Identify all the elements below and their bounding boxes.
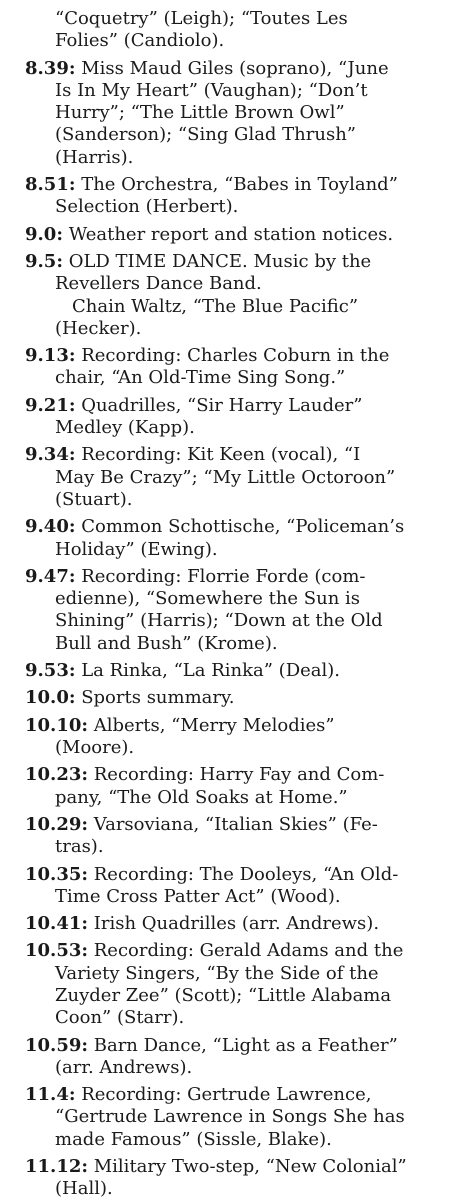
entry-time: 11.12:: [25, 1156, 89, 1178]
entry-title: Irish Quadrilles (arr. Andrews).: [88, 913, 380, 935]
programme-entry: [0, 516, 450, 561]
entry-line: Revellers Dance Band.: [55, 273, 262, 295]
entry-title: Common Schottische, “Policeman’s: [75, 516, 405, 538]
programme-entry: [0, 1156, 450, 1201]
entry-first-line: [0, 58, 450, 80]
programme-entry: [0, 224, 450, 246]
programme-entry: [0, 715, 450, 760]
entry-first-line: [0, 174, 450, 196]
entry-title: Barn Dance, “Light as a Feather”: [88, 1034, 398, 1056]
programme-entry: [0, 345, 450, 390]
entry-first-line: [0, 764, 450, 786]
programme-entry: [0, 8, 450, 53]
entry-line: Variety Singers, “By the Side of the: [55, 962, 379, 984]
entry-time: 10.29:: [25, 813, 89, 835]
entry-line: (Hall).: [55, 1178, 113, 1200]
entry-first-line: [0, 516, 450, 538]
entry-line: Holiday” (Ewing).: [55, 538, 218, 560]
entry-line: (Hecker).: [55, 317, 142, 339]
entry-first-line: [0, 660, 450, 682]
programme-entry: [0, 1084, 450, 1151]
entry-time: 11.4:: [25, 1084, 76, 1106]
programme-entry: [0, 444, 450, 511]
entry-title: Recording: Harry Fay and Com-: [88, 764, 385, 786]
entry-title: Recording: Kit Keen (vocal), “I: [75, 444, 361, 466]
entry-first-line: [0, 345, 450, 367]
entry-time: 10.23:: [25, 764, 89, 786]
entry-time: 9.21:: [25, 394, 76, 416]
entry-title: OLD TIME DANCE. Music by the: [62, 251, 372, 272]
entry-time: 9.5:: [25, 251, 63, 272]
programme-entry: [0, 1035, 450, 1080]
entry-time: 9.47:: [25, 565, 76, 587]
entry-line: Selection (Herbert).: [55, 196, 239, 218]
entry-time: 9.0:: [25, 223, 63, 245]
entry-first-line: [0, 1156, 450, 1178]
entry-title: Recording: Florrie Forde (com-: [75, 565, 366, 587]
entry-title: Recording: Charles Coburn in the: [75, 345, 390, 367]
entry-title: Military Two-step, “New Colonial”: [88, 1156, 407, 1178]
entry-line: (Stuart).: [55, 488, 133, 510]
entry-line: Shining” (Harris); “Down at the Old: [55, 610, 383, 632]
entry-title: Recording: Gertrude Lawrence,: [75, 1084, 372, 1106]
programme-entry: [0, 814, 450, 859]
entry-time: 10.0:: [25, 687, 76, 709]
entry-title: La Rinka, “La Rinka” (Deal).: [75, 660, 341, 682]
programme-entry: [0, 913, 450, 935]
entry-title: Quadrilles, “Sir Harry Lauder”: [75, 394, 363, 416]
entry-line: chair, “An Old-Time Sing Song.”: [55, 367, 346, 389]
entry-first-line: [0, 251, 450, 273]
programme-entry: [0, 864, 450, 909]
entry-time: 10.35:: [25, 863, 89, 885]
entry-line: Time Cross Patter Act” (Wood).: [55, 885, 341, 907]
entry-title: Miss Maud Giles (soprano), “June: [75, 57, 389, 79]
entry-first-line: [0, 395, 450, 417]
entry-first-line: [0, 1084, 450, 1106]
entry-title: Weather report and station notices.: [62, 223, 394, 245]
entry-line: (Sanderson); “Sing Glad Thrush”: [55, 124, 356, 146]
entry-line: Chain Waltz, “The Blue Pacific”: [72, 295, 359, 317]
entry-time: 8.39:: [25, 57, 76, 79]
entry-line: pany, “The Old Soaks at Home.”: [55, 786, 348, 808]
entry-title: The Orchestra, “Babes in Toyland”: [75, 174, 398, 196]
programme-entry: [0, 764, 450, 809]
entry-line: (Harris).: [55, 146, 134, 168]
entry-time: 9.34:: [25, 444, 76, 466]
programme-entry: [0, 566, 450, 655]
entry-line: Medley (Kapp).: [55, 417, 195, 439]
entry-line: Hurry”; “The Little Brown Owl”: [55, 102, 345, 124]
entry-first-line: [0, 814, 450, 836]
entry-time: 9.40:: [25, 516, 76, 538]
entry-time: 8.51:: [25, 174, 76, 196]
entry-line: made Famous” (Sissle, Blake).: [55, 1128, 332, 1150]
entry-line: Bull and Bush” (Krome).: [55, 632, 278, 654]
entry-line: May Be Crazy”; “My Little Octoroon”: [55, 466, 396, 488]
entry-line: (arr. Andrews).: [55, 1056, 193, 1078]
entry-line: (Moore).: [55, 736, 135, 758]
entry-first-line: [0, 224, 450, 246]
entry-line: edienne), “Somewhere the Sun is: [55, 588, 361, 610]
entry-line: Folies” (Candiolo).: [55, 30, 225, 52]
entry-line: tras).: [55, 836, 104, 858]
entry-first-line: [0, 864, 450, 886]
entry-title: Varsoviana, “Italian Skies” (Fe-: [88, 813, 378, 835]
programme-entry: [0, 58, 450, 169]
entry-title: Sports summary.: [75, 687, 235, 709]
entry-title: Recording: The Dooleys, “An Old-: [88, 863, 399, 885]
entry-time: 9.13:: [25, 345, 76, 367]
entry-time: 10.59:: [25, 1034, 89, 1056]
entry-first-line: [0, 566, 450, 588]
entry-first-line: [0, 913, 450, 935]
entry-line: Is In My Heart” (Vaughan); “Don’t: [55, 79, 368, 101]
entry-line: Coon” (Starr).: [55, 1007, 185, 1029]
programme-entry: [0, 251, 450, 340]
programme-entry: [0, 660, 450, 682]
entry-line: “Coquetry” (Leigh); “Toutes Les: [55, 8, 348, 29]
entry-time: 10.10:: [25, 714, 89, 736]
programme-entry: [0, 940, 450, 1029]
entry-first-line: [0, 715, 450, 737]
entry-time: 10.53:: [25, 940, 89, 962]
entry-line: “Gertrude Lawrence in Songs She has: [55, 1106, 405, 1128]
entry-first-line: [0, 687, 450, 709]
programme-entry: [0, 687, 450, 709]
entry-time: 10.41:: [25, 913, 89, 935]
programme-entry: [0, 174, 450, 219]
programme-entry: [0, 395, 450, 440]
entry-first-line: [0, 1035, 450, 1057]
entry-first-line: [0, 444, 450, 466]
entry-time: 9.53:: [25, 660, 76, 682]
entry-line: Zuyder Zee” (Scott); “Little Alabama: [55, 984, 392, 1006]
entry-first-line: [0, 940, 450, 962]
entry-title: Alberts, “Merry Melodies”: [88, 714, 335, 736]
entry-title: Recording: Gerald Adams and the: [88, 940, 404, 962]
